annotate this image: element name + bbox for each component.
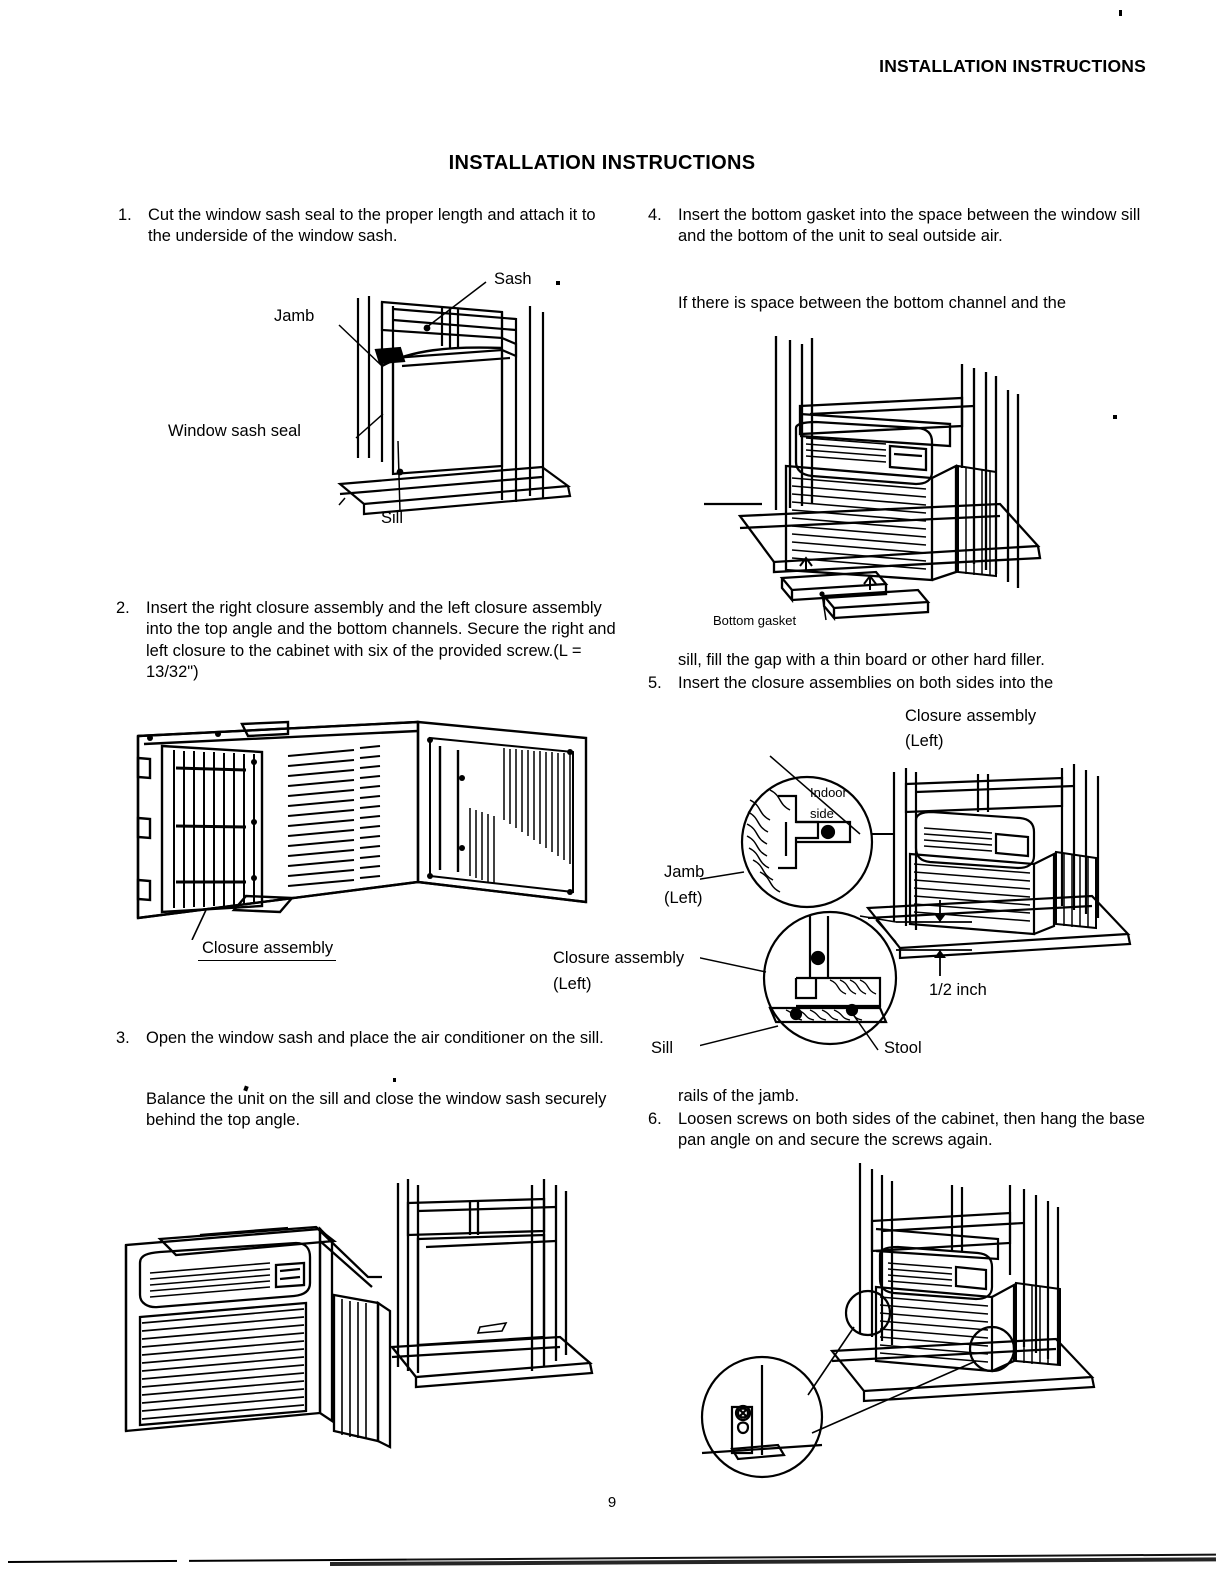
figure-base-pan-angle [680, 1155, 1160, 1485]
step-4 [648, 205, 1148, 248]
step-1-number: 1. [118, 206, 132, 224]
label-bottom-gasket: Bottom gasket [713, 613, 797, 628]
step-6-text: Loosen screws on both sides of the cabinet, then hang the base pan angle on and secure the screws again. [678, 1110, 1145, 1150]
label-jamb-fig5-sub: (Left) [664, 889, 703, 907]
cabinet-closure-drawing [118, 700, 628, 940]
step-5-text: Insert the closure assemblies on both sides into the [678, 674, 1054, 692]
page-title-text: INSTALLATION INSTRUCTIONS [448, 152, 756, 174]
label-jamb-fig1: Jamb [274, 307, 315, 325]
scan-speck [1119, 10, 1122, 16]
step-4-continuation: sill, fill the gap with a thin board or other hard filler. [678, 651, 1045, 669]
step-4-paragraph: If there is space between the bottom channel and the [678, 294, 1067, 312]
figure-unit-on-sill [120, 1155, 630, 1455]
step-2-text: Insert the right closure assembly and the left closure assembly into the top angle and the bottom channels. Secure the right and left closure to the cabinet with six of the provided screw.(L = 13/32") [146, 599, 616, 682]
page-number: 9 [607, 1494, 617, 1511]
figure-closure-detail [700, 710, 1150, 1060]
step-4-number: 4. [648, 206, 662, 224]
step-3-number: 3. [116, 1029, 130, 1047]
closure-detail-drawing [700, 710, 1150, 1060]
window-sash-seal-drawing [150, 262, 580, 537]
label-half-inch: 1/2 inch [929, 981, 987, 999]
bottom-gasket-drawing [700, 332, 1150, 622]
page-title [0, 152, 1224, 175]
scan-dot-fig4 [1113, 415, 1117, 419]
label-closure-assembly-left-bottom-sub: (Left) [553, 975, 592, 993]
step-2-number: 2. [116, 599, 130, 617]
label-indoor-side-line2: side [810, 806, 834, 821]
step-3-paragraph: Balance the unit on the sill and close the window sash securely behind the top angle. [146, 1090, 607, 1130]
figure-bottom-gasket [700, 332, 1150, 622]
step-2 [116, 598, 624, 684]
step-6-number: 6. [648, 1110, 662, 1128]
label-jamb-fig5: Jamb [664, 863, 705, 881]
label-sash: Sash [494, 270, 532, 288]
step-3 [116, 1028, 624, 1049]
label-closure-assembly-left-bottom: Closure assembly [553, 949, 685, 967]
label-sill-fig1: Sill [381, 509, 404, 527]
label-closure-assembly-left-top-sub: (Left) [905, 732, 944, 750]
label-stool: Stool [884, 1039, 922, 1057]
step-5 [648, 673, 1153, 694]
figure-cabinet-closure [118, 700, 628, 940]
step-4-text: Insert the bottom gasket into the space between the window sill and the bottom of the unit to seal outside air. [678, 206, 1141, 246]
step-5-continuation: rails of the jamb. [678, 1087, 800, 1105]
step-1-text: Cut the window sash seal to the proper length and attach it to the underside of the window sash. [148, 206, 596, 246]
base-pan-angle-drawing [680, 1155, 1160, 1485]
running-head: INSTALLATION INSTRUCTIONS [879, 56, 1146, 76]
scan-dot-mid [393, 1078, 396, 1082]
label-window-sash-seal: Window sash seal [168, 422, 301, 440]
label-indoor-side-line1: Indoor [810, 785, 847, 800]
sash-leader-dot [556, 281, 560, 285]
step-3-text: Open the window sash and place the air conditioner on the sill. [146, 1029, 604, 1047]
step-1 [118, 205, 623, 248]
step-6 [648, 1109, 1153, 1152]
label-closure-assembly-left-top: Closure assembly [905, 707, 1037, 725]
unit-on-sill-drawing [120, 1155, 630, 1455]
label-closure-assembly-fig2: Closure assembly [198, 938, 336, 961]
figure-window-sash-seal [150, 262, 580, 537]
label-sill-fig5: Sill [651, 1039, 674, 1057]
step-5-number: 5. [648, 674, 662, 692]
